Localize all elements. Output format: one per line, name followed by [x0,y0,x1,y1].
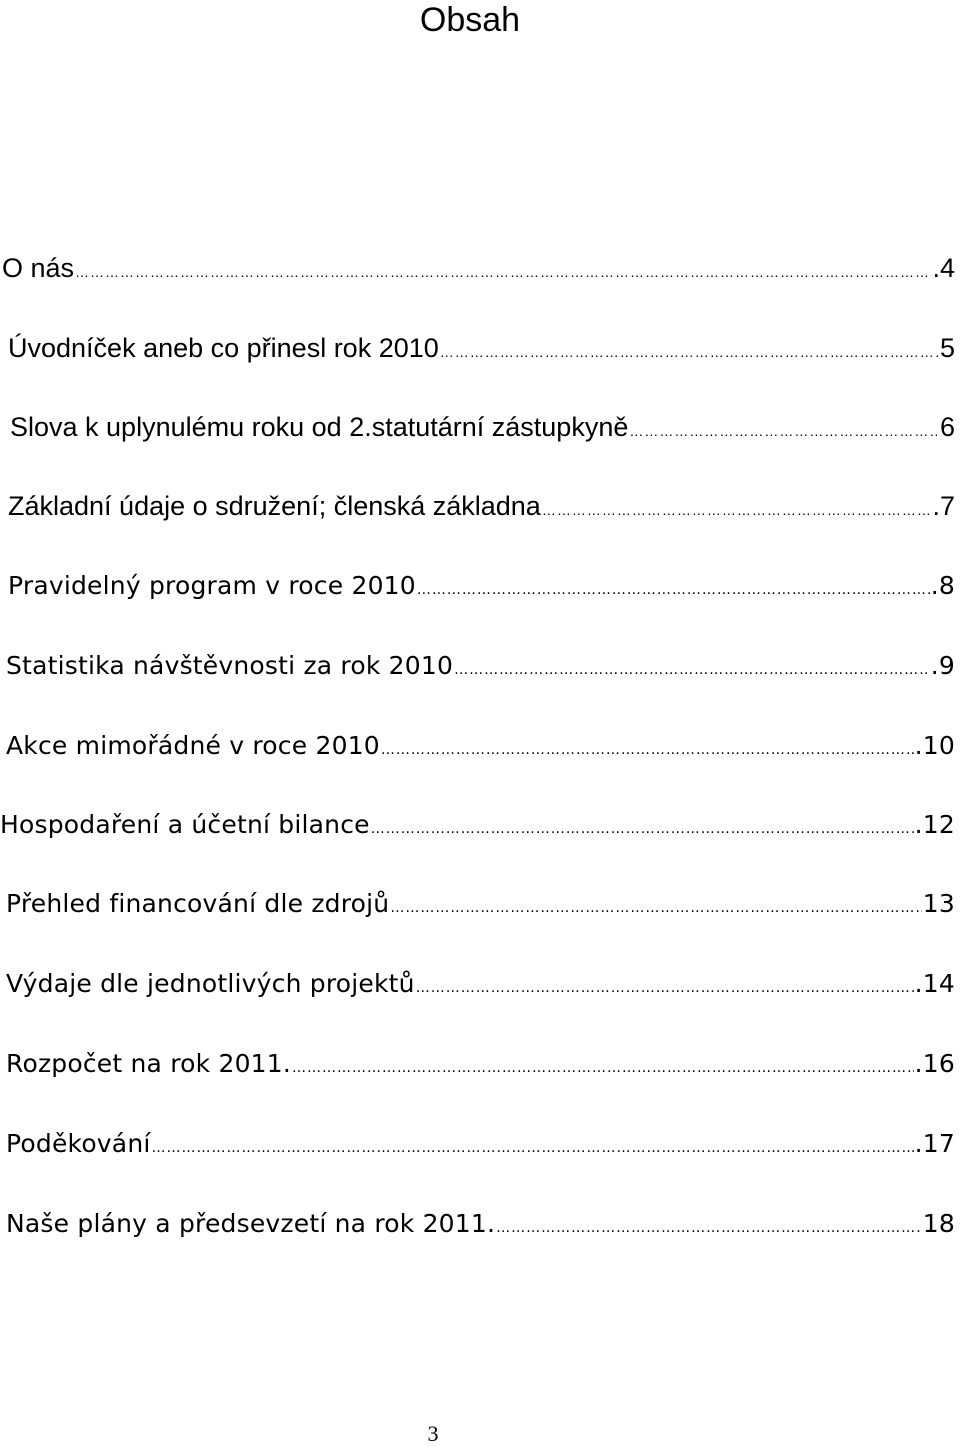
toc-dot-leader [381,734,914,766]
toc-dot-leader [152,1132,914,1164]
toc-entry-label: Přehled financování dle zdrojů [6,889,390,918]
toc-dot-leader [629,415,939,447]
toc-entry-page: .16 [914,1049,955,1078]
toc-entry-label: Naše plány a předsevzetí na rok 2011. [6,1209,496,1238]
toc-entry-uvodnicek[interactable] [8,332,955,368]
toc-dot-leader [75,256,931,288]
toc-dot-leader [292,1052,914,1084]
toc-entry-label: Poděkování [6,1129,151,1158]
toc-entry-label: Pravidelný program v roce 2010 [8,571,416,600]
toc-entry-label: Hospodaření a účetní bilance [0,810,370,839]
page-number: 3 [427,1421,439,1446]
toc-entry-akce-mimoradne[interactable] [6,730,955,766]
toc-dot-leader [390,892,921,924]
toc-entry-page: 5 [939,333,955,363]
toc-entry-page: 6 [939,412,955,442]
toc-dot-leader [440,336,939,368]
toc-entry-label: Základní údaje o sdružení; členská základna [8,491,541,521]
toc-entry-page: .12 [914,810,955,839]
toc-entry-page: .10 [914,731,955,760]
toc-entry-rozpocet[interactable] [6,1048,955,1084]
toc-entry-nase-plany[interactable] [6,1208,955,1244]
page-title: Obsah [419,1,521,39]
toc-entry-label: O nás [2,253,75,283]
toc-dot-leader [542,494,932,526]
toc-entry-slova-k-uplynulemu-roku[interactable] [10,411,955,447]
toc-entry-page: 13 [922,889,955,918]
toc-dot-leader [416,972,914,1004]
toc-entry-page: .17 [914,1129,955,1158]
toc-entry-label: Rozpočet na rok 2011. [6,1049,292,1078]
toc-entry-statistika-navstevnosti[interactable] [6,650,955,686]
toc-entry-pravidelny-program[interactable] [8,570,955,606]
toc-entry-page: .8 [930,571,955,600]
toc-entry-page: .14 [914,969,955,998]
toc-dot-leader [454,654,930,686]
toc-entry-label: Statistika návštěvnosti za rok 2010 [6,651,454,680]
toc-entry-zakladni-udaje[interactable] [8,490,955,526]
toc-dot-leader [417,574,930,606]
toc-dot-leader [371,813,914,845]
toc-entry-o-nas[interactable] [2,252,955,288]
toc-entry-label: Slova k uplynulému roku od 2.statutární zástupkyně [10,412,629,442]
toc-entry-label: Výdaje dle jednotlivých projektů [6,969,415,998]
toc-entry-page: .9 [930,651,955,680]
toc-entry-page: .4 [932,253,955,283]
toc-entry-prehled-financovani[interactable] [6,888,955,924]
toc-entry-label: Úvodníček aneb co přinesl rok 2010 [8,333,439,363]
toc-entry-vydaje-dle-projektu[interactable] [6,968,955,1004]
toc-entry-label: Akce mimořádné v roce 2010 [6,731,380,760]
toc-entry-podekovani[interactable] [6,1128,955,1164]
toc-dot-leader [496,1212,922,1244]
toc-entry-page: .7 [932,491,955,521]
toc-entry-page: 18 [922,1209,955,1238]
toc-entry-hospodareni[interactable] [0,809,955,845]
